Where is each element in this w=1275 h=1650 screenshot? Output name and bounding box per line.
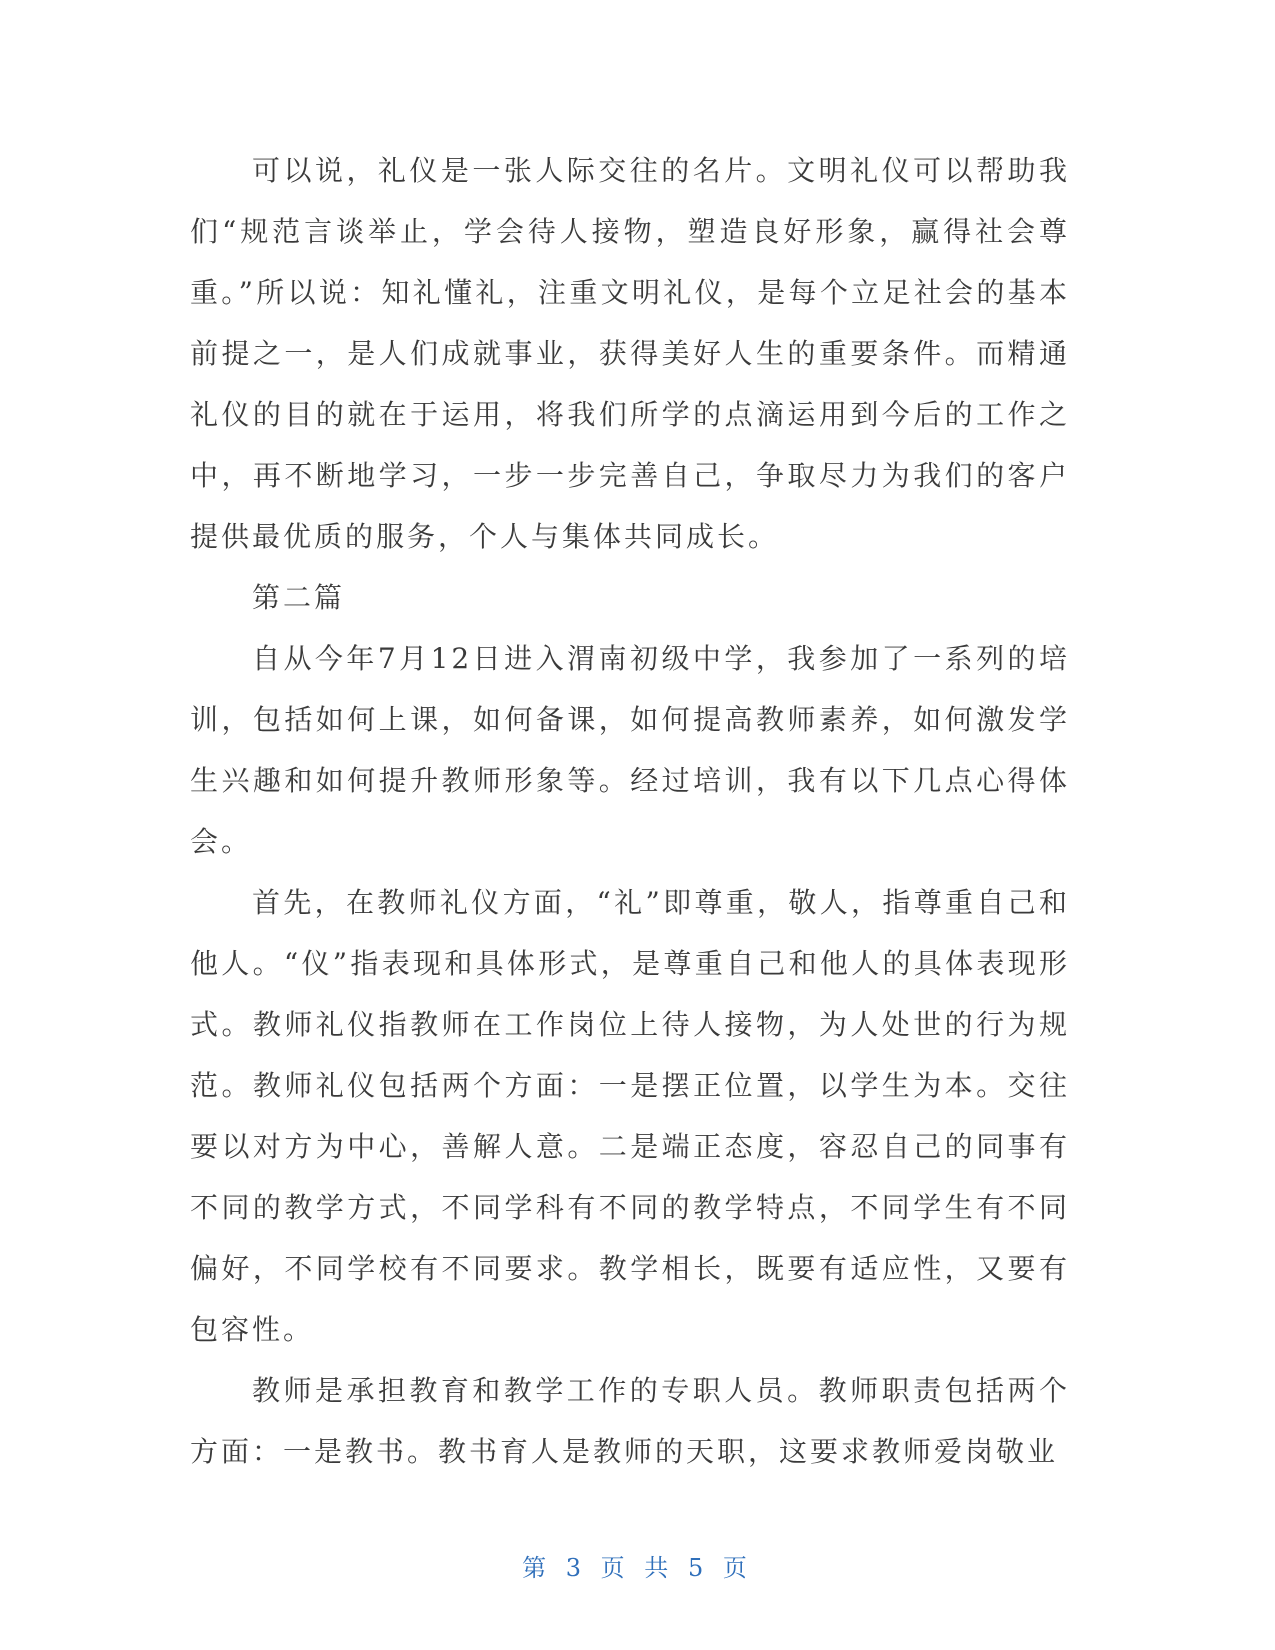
section-heading: 第二篇 xyxy=(252,581,346,614)
document-body xyxy=(190,140,1070,1482)
paragraph-training-intro: 自从今年7月12日进入渭南初级中学，我参加了一系列的培训，包括如何上课，如何备课，如何提高教师素养，如何激发学生兴趣和如何提升教师形象等。经过培训，我有以下几点心得体会。 xyxy=(190,642,1070,858)
paragraph-teacher-etiquette: 首先，在教师礼仪方面，“礼”即尊重，敬人，指尊重自己和他人。“仪”指表现和具体形式，是尊重自己和他人的具体表现形式。教师礼仪指教师在工作岗位上待人接物，为人处世的行为规范。教师礼仪包括两个方面：一是摆正位置，以学生为本。交往要以对方为中心，善解人意。二是端正态度，容忍自己的同事有不同的教学方式，不同学科有不同的教学特点，不同学生有不同偏好，不同学校有不同要求。教学相长，既要有适应性，又要有包容性。 xyxy=(190,886,1070,1346)
paragraph-teacher-duties: 教师是承担教育和教学工作的专职人员。教师职责包括两个方面：一是教书。教书育人是教师的天职，这要求教师爱岗敬业 xyxy=(190,1374,1070,1468)
page-number-footer: 第 3 页 共 5 页 xyxy=(522,1554,753,1582)
paragraph-etiquette-summary: 可以说，礼仪是一张人际交往的名片。文明礼仪可以帮助我们“规范言谈举止，学会待人接物，塑造良好形象，赢得社会尊重。”所以说：知礼懂礼，注重文明礼仪，是每个立足社会的基本前提之一，是人们成就事业，获得美好人生的重要条件。而精通礼仪的目的就在于运用，将我们所学的点滴运用到今后的工作之中，再不断地学习，一步一步完善自己，争取尽力为我们的客户提供最优质的服务，个人与集体共同成长。 xyxy=(190,154,1070,553)
